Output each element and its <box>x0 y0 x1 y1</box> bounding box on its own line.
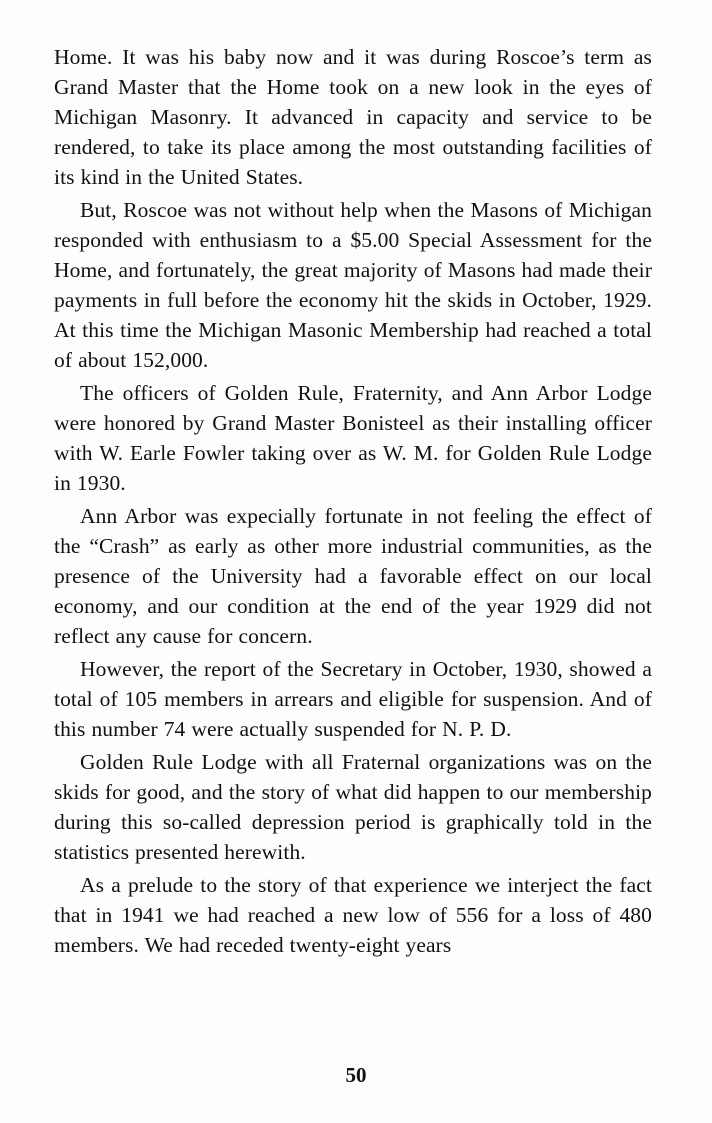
paragraph-3: The officers of Golden Rule, Fraternity, and Ann Arbor Lodge were honored by Grand Master Bonisteel as their installing officer with W. Earle Fowler taking over as W. M. for Golden Rule Lodge in 1930. <box>54 381 652 495</box>
paragraph-6: Golden Rule Lodge with all Fraternal organizations was on the skids for good, and the story of what did happen to our membership during this so-called depression period is graphically told in the statistics presented herewith. <box>54 750 652 864</box>
paragraph-5: However, the report of the Secretary in October, 1930, showed a total of 105 members in arrears and eligible for suspension. And of this number 74 were actually suspended for N. P. D. <box>54 657 652 741</box>
page-number: 50 <box>345 1063 367 1087</box>
paragraph-4: Ann Arbor was expecially fortunate in not feeling the effect of the “Crash” as early as other more industrial communities, as the presence of the University had a favorable effect on our local economy, and our condition at the end of the year 1929 did not reflect any cause for concern. <box>54 504 652 648</box>
body-text <box>54 42 652 963</box>
paragraph-1: Home. It was his baby now and it was during Roscoe’s term as Grand Master that the Home took on a new look in the eyes of Michigan Masonry. It advanced in capacity and service to be rendered, to take its place among the most outstanding facilities of its kind in the United States. <box>54 45 652 189</box>
paragraph-7: As a prelude to the story of that experience we interject the fact that in 1941 we had reached a new low of 556 for a loss of 480 members. We had receded twenty-eight years <box>54 873 652 957</box>
paragraph-2: But, Roscoe was not without help when the Masons of Michigan responded with enthusiasm to a $5.00 Special Assessment for the Home, and fortunately, the great majority of Masons had made their payments in full before the economy hit the skids in October, 1929. At this time the Michigan Masonic Membership had reached a total of about 152,000. <box>54 198 652 372</box>
